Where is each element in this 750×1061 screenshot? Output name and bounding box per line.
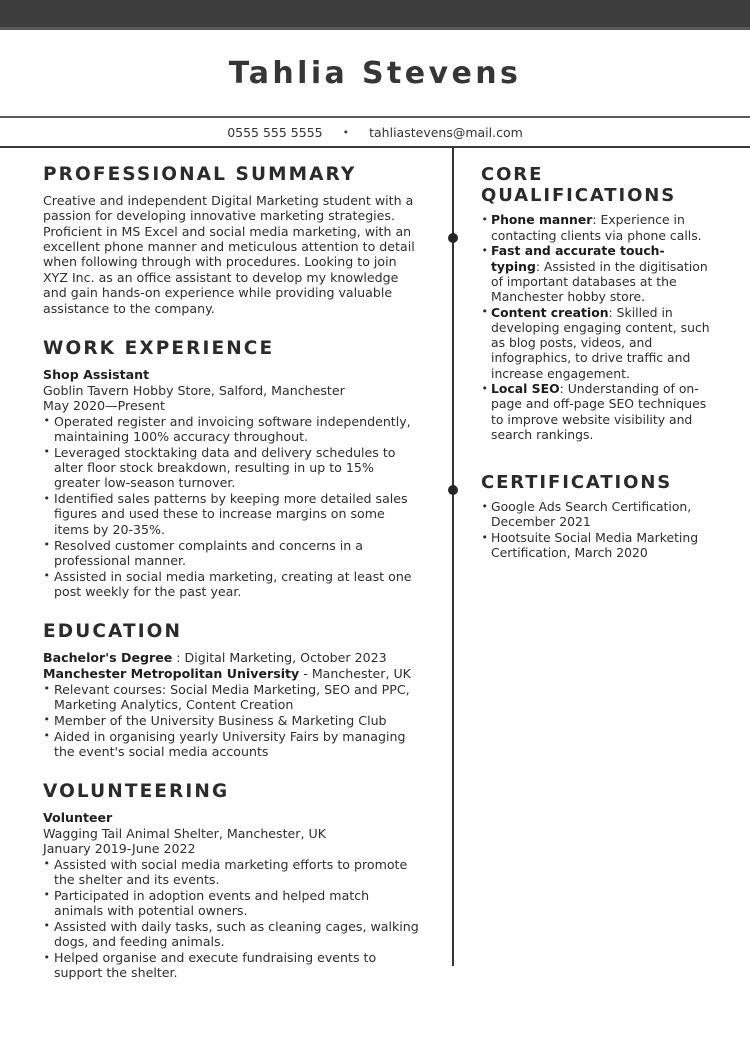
divider-dot-certifications [448, 485, 458, 495]
section-education [43, 621, 419, 759]
list-item: • Operated register and invoicing software independently, maintaining 100% accuracy throughout. [43, 414, 419, 445]
qualification-label: Phone manner [491, 212, 593, 228]
volunteer-organisation: Wagging Tail Animal Shelter, Manchester, UK [43, 825, 326, 841]
column-divider-line [452, 148, 454, 966]
page-title: Tahlia Stevens [228, 55, 522, 91]
section-heading-certifications: CERTIFICATIONS [481, 472, 673, 494]
list-item: • Participated in adoption events and helped match animals with potential owners. [43, 888, 419, 919]
job-title: Shop Assistant [43, 366, 150, 382]
education-school-label: Manchester Metropolitan University [43, 665, 300, 681]
divider-dot-core-qualifications [448, 233, 458, 243]
list-item: • Resolved customer complaints and concerns in a professional manner. [43, 538, 419, 569]
qualification-label: Content creation [491, 304, 609, 320]
education-school-detail: - Manchester, UK [299, 665, 411, 681]
list-item: • Assisted with social media marketing efforts to promote the shelter and its events. [43, 857, 419, 888]
education-school-line [43, 666, 419, 682]
name-header [0, 30, 750, 116]
qualification-text: : Experience in contacting clients via phone calls. [491, 212, 702, 243]
list-item: • Google Ads Search Certification, December 2021 [481, 499, 713, 529]
section-certifications [481, 472, 713, 561]
list-item: • Member of the University Business & Marketing Club [43, 713, 419, 728]
left-column [43, 164, 419, 1003]
section-heading-core-qualifications: CORE QUALIFICATIONS [481, 164, 677, 207]
contact-phone: 0555 555 5555 [227, 124, 323, 140]
section-core-qualifications [481, 164, 713, 442]
list-item [481, 212, 713, 242]
volunteer-dates: January 2019-June 2022 [43, 841, 196, 857]
list-item: • Hootsuite Social Media Marketing Certification, March 2020 [481, 530, 713, 560]
contact-email: tahliastevens@mail.com [369, 124, 523, 140]
section-volunteering [43, 781, 419, 980]
list-item: • Aided in organising yearly University Fairs by managing the event's social media accounts [43, 729, 419, 760]
core-qualifications-list [481, 212, 713, 442]
section-work-experience [43, 338, 419, 599]
qualification-text: : Skilled in developing engaging content, such as blog posts, videos, and infographics, to drive traffic and increase engagement. [491, 304, 710, 381]
education-degree-detail: : Digital Marketing, October 2023 [172, 650, 387, 666]
section-heading-work-experience: WORK EXPERIENCE [43, 338, 275, 360]
right-column [481, 164, 713, 583]
list-item [481, 381, 713, 442]
job-dates: May 2020—Present [43, 398, 165, 414]
education-degree-label: Bachelor's Degree [43, 650, 173, 666]
qualification-text: : Assisted in the digitisation of important databases at the Manchester hobby store. [491, 258, 708, 304]
job-bullet-list [43, 414, 419, 600]
resume-body [0, 148, 750, 1061]
contact-separator-dot: • [342, 125, 350, 139]
qualification-text: : Understanding of on-page and off-page SEO techniques to improve website visibility and search rankings. [491, 381, 707, 442]
volunteering-bullet-list [43, 857, 419, 981]
volunteer-role: Volunteer [43, 809, 113, 825]
list-item [481, 305, 713, 381]
education-degree-line [43, 650, 419, 666]
list-item: • Assisted in social media marketing, creating at least one post weekly for the past year. [43, 569, 419, 600]
list-item [481, 243, 713, 304]
list-item: • Assisted with daily tasks, such as cleaning cages, walking dogs, and feeding animals. [43, 919, 419, 950]
contact-row [0, 118, 750, 146]
section-heading-volunteering: VOLUNTEERING [43, 781, 230, 803]
certifications-list [481, 499, 713, 560]
list-item: • Identified sales patterns by keeping more detailed sales figures and used these to increase margins on some items by 20-35%. [43, 491, 419, 537]
professional-summary-text: Creative and independent Digital Marketing student with a passion for developing innovative marketing strategies. Proficient in MS Excel and social media marketing, with an excellent phone manner and meticulous attention to detail when following through with procedures. Looking to join XYZ Inc. as an office assistant to develop my knowledge and gain hands-on experience while providing valuable assistance to the company. [43, 192, 415, 316]
job-entry [43, 367, 419, 599]
qualification-label: Fast and accurate touch-typing [491, 243, 665, 274]
section-professional-summary [43, 164, 419, 316]
list-item: • Helped organise and execute fundraising events to support the shelter. [43, 950, 419, 981]
list-item: • Leveraged stocktaking data and delivery schedules to alter floor stock breakdown, resulting in up to 15% greater low-season turnover. [43, 445, 419, 491]
top-dark-bar [0, 0, 750, 27]
qualification-label: Local SEO [491, 381, 560, 397]
job-employer: Goblin Tavern Hobby Store, Salford, Manchester [43, 382, 345, 398]
education-bullet-list [43, 682, 419, 759]
list-item: • Relevant courses: Social Media Marketing, SEO and PPC, Marketing Analytics, Content Creation [43, 682, 419, 713]
section-heading-education: EDUCATION [43, 621, 183, 643]
section-heading-professional-summary: PROFESSIONAL SUMMARY [43, 164, 357, 185]
